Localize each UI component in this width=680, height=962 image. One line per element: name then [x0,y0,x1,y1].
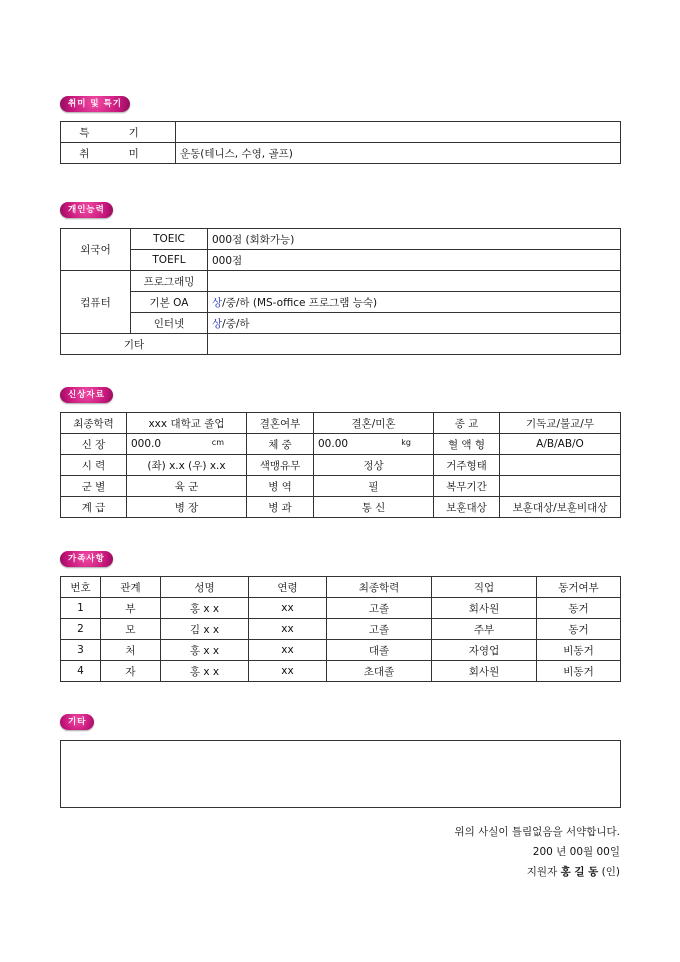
color-blind-value[interactable]: 정상 [314,455,434,476]
religion-value[interactable]: 기독교/불교/무 [500,413,621,434]
height-label: 신 장 [61,434,127,455]
table-row [61,271,621,292]
table-cell[interactable]: 홍 x x [161,640,249,661]
service-period-value[interactable] [500,476,621,497]
weight-label: 체 중 [247,434,314,455]
military-branch-value[interactable]: 육 군 [127,476,247,497]
service-period-label: 복무기간 [434,476,500,497]
table-cell[interactable]: 자 [101,661,161,682]
specialty-value[interactable] [176,122,621,143]
table-row [61,334,621,355]
specialty-branch-value[interactable]: 통 신 [314,497,434,518]
hobbies-table-wrap [60,121,621,164]
rank-value[interactable]: 병 장 [127,497,247,518]
table-cell[interactable]: 고졸 [327,619,432,640]
table-cell[interactable]: 대졸 [327,640,432,661]
column-header: 동거여부 [537,577,621,598]
hobbies-badge: 취미 및 특기 [60,96,130,112]
residence-label: 거주형태 [434,455,500,476]
residence-value[interactable] [500,455,621,476]
religion-label: 종 교 [434,413,500,434]
column-header: 최종학력 [327,577,432,598]
military-branch-label: 군 별 [61,476,127,497]
table-cell: 2 [61,619,101,640]
hobbies-table [60,121,621,164]
programming-label: 프로그래밍 [131,271,208,292]
family-badge: 가족사항 [60,551,113,567]
etc-memo-box[interactable] [60,740,621,808]
education-label: 최종학력 [61,413,127,434]
hobbies-section [60,96,621,112]
etc-section [60,714,621,730]
table-cell[interactable]: xx [249,619,327,640]
veteran-label: 보훈대상 [434,497,500,518]
table-row [61,455,621,476]
military-service-value[interactable]: 필 [314,476,434,497]
table-cell[interactable]: 홍 x x [161,598,249,619]
specialty-branch-label: 병 과 [247,497,314,518]
table-row [61,497,621,518]
blood-type-label: 혈 액 형 [434,434,500,455]
footer [455,822,621,882]
family-section [60,551,621,567]
table-row [61,413,621,434]
pledge-text: 위의 사실이 틀림없음을 서약합니다. [454,826,620,838]
table-cell[interactable]: 김 x x [161,619,249,640]
column-header: 연령 [249,577,327,598]
hobby-value[interactable]: 운동(테니스, 수영, 골프) [176,143,621,164]
table-row [61,619,621,640]
education-value[interactable]: xxx 대학교 졸업 [127,413,247,434]
table-cell[interactable]: xx [249,661,327,682]
table-cell[interactable]: 자영업 [432,640,537,661]
table-cell[interactable]: 초대졸 [327,661,432,682]
toefl-label: TOEFL [131,250,208,271]
toeic-value[interactable]: 000점 (회화가능) [208,229,621,250]
family-table [60,576,621,682]
table-cell: 4 [61,661,101,682]
column-header: 직업 [432,577,537,598]
marriage-value[interactable]: 결혼/미혼 [314,413,434,434]
table-cell[interactable]: 비동거 [537,640,621,661]
etc-badge: 기타 [60,714,94,730]
table-row [61,292,621,313]
rank-label: 계 급 [61,497,127,518]
hobby-label: 취 미 [61,143,176,164]
skills-etc-value[interactable] [208,334,621,355]
specialty-label: 특 기 [61,122,176,143]
table-cell[interactable]: 홍 x x [161,661,249,682]
internet-level-rest: /중/하 [222,317,250,330]
table-cell[interactable]: 비동거 [537,661,621,682]
table-cell[interactable]: 처 [101,640,161,661]
internet-label: 인터넷 [131,313,208,334]
veteran-value[interactable]: 보훈대상/보훈비대상 [500,497,621,518]
etc-memo-wrap [60,740,621,808]
skills-etc-label: 기타 [61,334,208,355]
table-cell[interactable]: 부 [101,598,161,619]
table-row [61,250,621,271]
table-cell[interactable]: 회사원 [432,661,537,682]
internet-level-high: 상 [212,317,223,330]
table-header-row [61,577,621,598]
eyesight-label: 시 력 [61,455,127,476]
table-row [61,434,621,455]
table-row [61,640,621,661]
oa-level-rest: /중/하 (MS-office 프로그램 능숙) [222,296,378,309]
table-cell[interactable]: 모 [101,619,161,640]
body-table-wrap [60,412,621,518]
body-table [60,412,621,518]
body-section [60,387,621,403]
table-row [61,122,621,143]
blood-type-value[interactable]: A/B/AB/O [500,434,621,455]
table-cell[interactable]: 고졸 [327,598,432,619]
toefl-value[interactable]: 000점 [208,250,621,271]
date-text: 200 년 00월 00일 [532,846,620,858]
column-header: 관계 [101,577,161,598]
skills-badge: 개인능력 [60,202,113,218]
foreign-language-label: 외국어 [61,229,131,271]
table-cell[interactable]: 주부 [432,619,537,640]
family-table-wrap [60,576,621,682]
table-row [61,143,621,164]
oa-value[interactable] [208,292,621,313]
table-cell[interactable]: xx [249,640,327,661]
table-cell[interactable]: 동거 [537,598,621,619]
military-service-label: 병 역 [247,476,314,497]
table-cell[interactable]: 회사원 [432,598,537,619]
height-value[interactable]: 000.0 cm [127,434,247,455]
table-cell: 1 [61,598,101,619]
skills-table [60,228,621,355]
programming-value[interactable] [208,271,621,292]
skills-table-wrap [60,228,621,355]
computer-label: 컴퓨터 [61,271,131,334]
toeic-label: TOEIC [131,229,208,250]
table-row [61,598,621,619]
table-row [61,476,621,497]
table-row [61,313,621,334]
internet-value[interactable] [208,313,621,334]
body-badge: 신상자료 [60,387,113,403]
applicant-line: 지원자 홍 길 동 (인) [526,866,620,878]
table-cell[interactable]: xx [249,598,327,619]
table-cell[interactable]: 동거 [537,619,621,640]
applicant-name: 홍 길 동 [560,866,599,878]
column-header: 성명 [161,577,249,598]
skills-section [60,202,621,218]
color-blind-label: 색맹유무 [247,455,314,476]
eyesight-value[interactable]: (좌) x.x (우) x.x [127,455,247,476]
table-row [61,229,621,250]
oa-level-high: 상 [212,296,223,309]
table-row [61,661,621,682]
weight-value[interactable]: 00.00 kg [314,434,434,455]
table-cell: 3 [61,640,101,661]
marriage-label: 결혼여부 [247,413,314,434]
oa-label: 기본 OA [131,292,208,313]
column-header: 번호 [61,577,101,598]
